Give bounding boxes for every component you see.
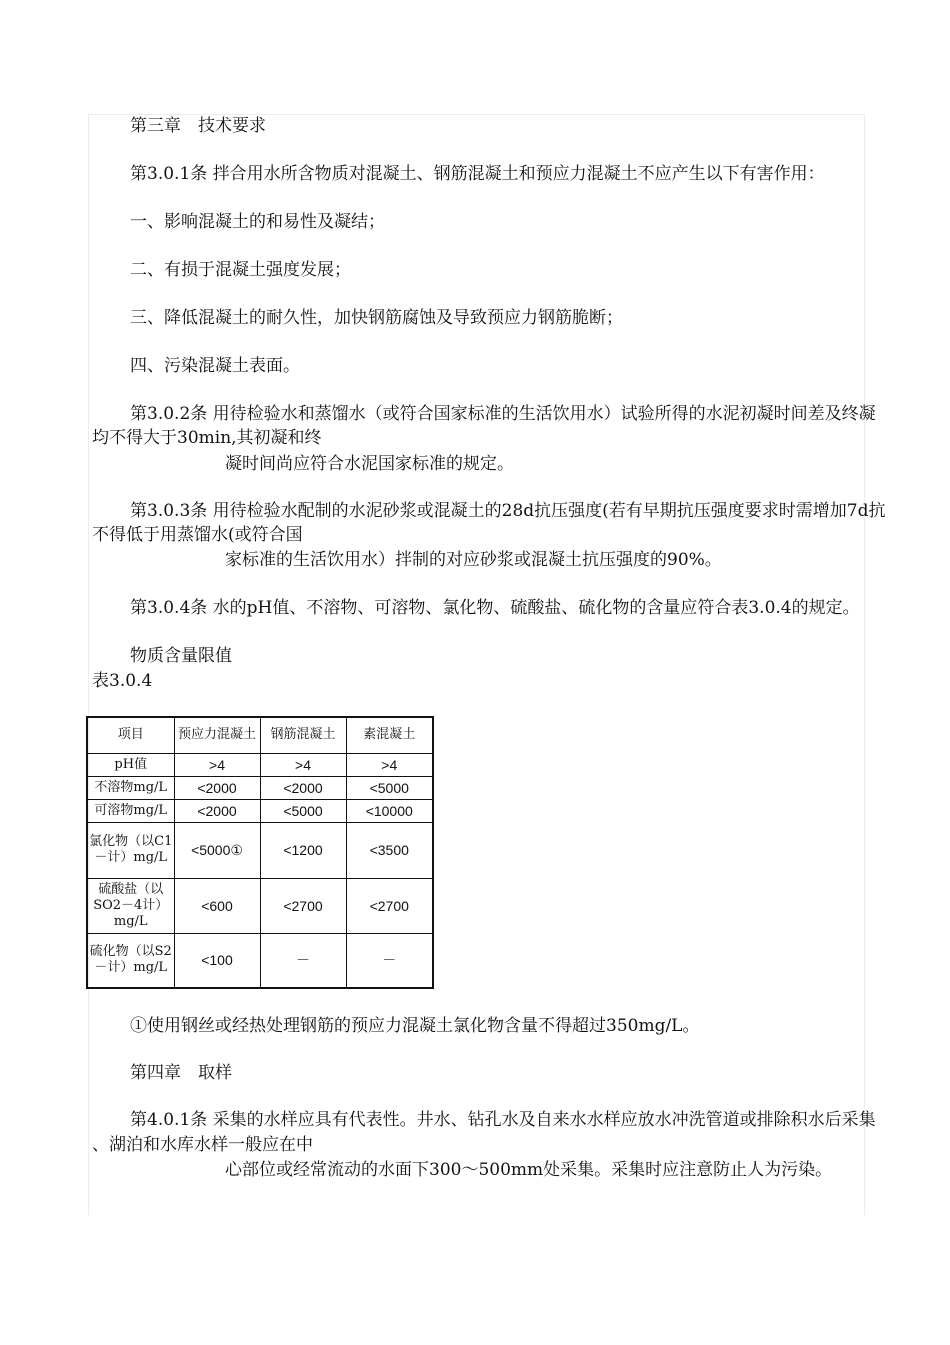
- table-header-cell: 预应力混凝土: [174, 717, 260, 753]
- article-3-0-2-line3: 凝时间尚应符合水泥国家标准的规定。: [225, 454, 514, 474]
- table-cell: 不溶物mg/L: [87, 776, 174, 799]
- table-cell: <2000: [174, 776, 260, 799]
- chapter-3-title: 第三章 技术要求: [130, 116, 266, 136]
- table-cell: <2700: [260, 878, 346, 933]
- table-cell: >4: [260, 753, 346, 776]
- table-cell: >4: [174, 753, 260, 776]
- article-4-0-1-line2: 、湖泊和水库水样一般应在中: [92, 1135, 313, 1155]
- table-row: [87, 753, 433, 776]
- article-3-0-3-line3: 家标准的生活饮用水）拌制的对应砂浆或混凝土抗压强度的90%。: [225, 550, 722, 570]
- table-cell: <2700: [346, 878, 433, 933]
- table-header-cell: 素混凝土: [346, 717, 433, 753]
- table-row: [87, 822, 433, 878]
- article-4-0-1-line1: 第4.0.1条 采集的水样应具有代表性。井水、钻孔水及自来水水样应放水冲洗管道或排除积水后采集: [130, 1110, 876, 1130]
- table-cell: <5000: [346, 776, 433, 799]
- table-id: 表3.0.4: [92, 671, 153, 691]
- table-row: [87, 933, 433, 988]
- list-item: 二、有损于混凝土强度发展；: [130, 260, 351, 280]
- article-3-0-1: 第3.0.1条 拌合用水所含物质对混凝土、钢筋混凝土和预应力混凝土不应产生以下有害作用：: [130, 164, 825, 184]
- chapter-4-title: 第四章 取样: [130, 1063, 232, 1083]
- table-cell: <600: [174, 878, 260, 933]
- article-3-0-3-line2: 不得低于用蒸馏水(或符合国: [92, 525, 303, 545]
- article-3-0-4: 第3.0.4条 水的pH值、不溶物、可溶物、氯化物、硫酸盐、硫化物的含量应符合表3.0.4的规定。: [130, 598, 860, 618]
- article-3-0-2-line1: 第3.0.2条 用待检验水和蒸馏水（或符合国家标准的生活饮用水）试验所得的水泥初凝时间差及终凝: [130, 404, 876, 424]
- table-header-cell: 钢筋混凝土: [260, 717, 346, 753]
- table-header-cell: 项目: [87, 717, 174, 753]
- table-title: 物质含量限值: [130, 646, 232, 666]
- table-cell: <5000: [260, 799, 346, 822]
- table-cell: －: [260, 933, 346, 988]
- article-3-0-3-line1: 第3.0.3条 用待检验水配制的水泥砂浆或混凝土的28d抗压强度(若有早期抗压强度要求时需增加7d抗: [130, 501, 886, 521]
- table-cell: －: [346, 933, 433, 988]
- table-cell: <1200: [260, 822, 346, 878]
- table-cell: 硫化物（以S2－计）mg/L: [87, 933, 174, 988]
- table-cell: <2000: [260, 776, 346, 799]
- table-cell: <2000: [174, 799, 260, 822]
- article-4-0-1-line3: 心部位或经常流动的水面下300～500mm处采集。采集时应注意防止人为污染。: [225, 1160, 833, 1180]
- table-cell: 硫酸盐（以SO2－4计）mg/L: [87, 878, 174, 933]
- table-cell: pH值: [87, 753, 174, 776]
- table-cell: 氯化物（以C1－计）mg/L: [87, 822, 174, 878]
- table-cell: 可溶物mg/L: [87, 799, 174, 822]
- table-row: [87, 878, 433, 933]
- article-3-0-2-line2: 均不得大于30min,其初凝和终: [92, 428, 322, 448]
- water-quality-limit-table: [86, 716, 434, 989]
- table-footnote: ①使用钢丝或经热处理钢筋的预应力混凝土氯化物含量不得超过350mg/L。: [130, 1016, 700, 1036]
- table-header-row: [87, 717, 433, 753]
- list-item: 四、污染混凝土表面。: [130, 356, 300, 376]
- table-cell: <5000①: [174, 822, 260, 878]
- list-item: 一、影响混凝土的和易性及凝结；: [130, 212, 385, 232]
- table-cell: <10000: [346, 799, 433, 822]
- table-row: [87, 776, 433, 799]
- table-row: [87, 799, 433, 822]
- table-cell: <3500: [346, 822, 433, 878]
- list-item: 三、降低混凝土的耐久性，加快钢筋腐蚀及导致预应力钢筋脆断；: [130, 308, 623, 328]
- table-cell: >4: [346, 753, 433, 776]
- table-cell: <100: [174, 933, 260, 988]
